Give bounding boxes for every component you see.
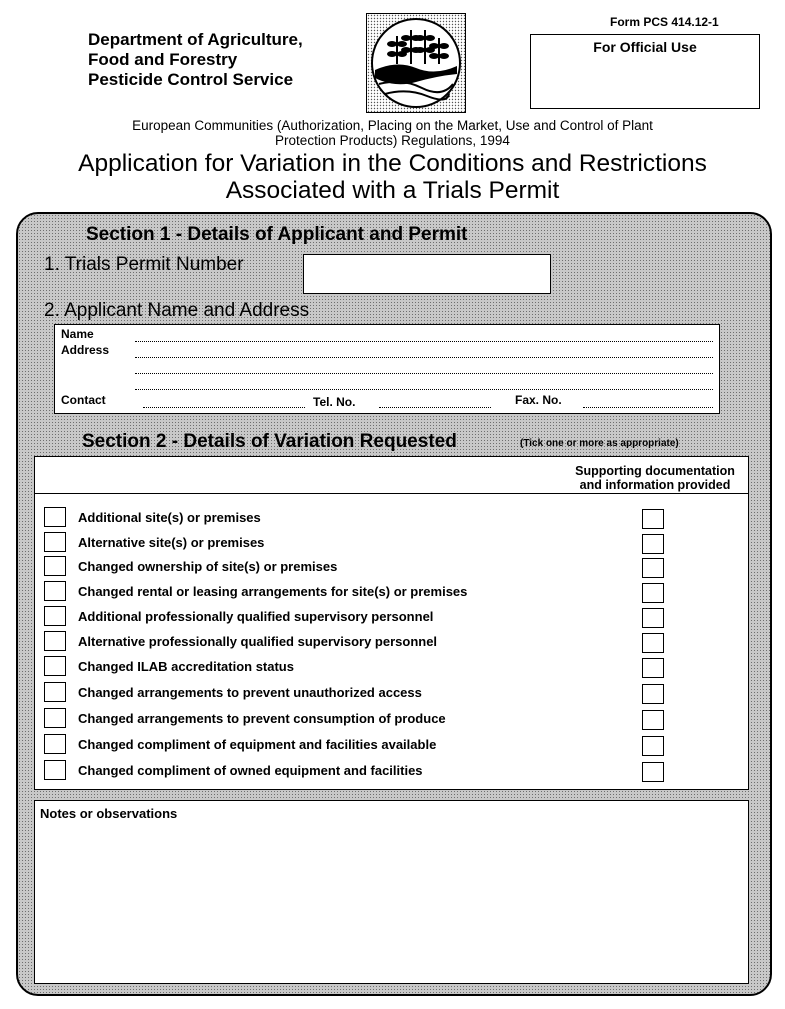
department-line-2: Food and Forestry (88, 50, 238, 69)
supporting-docs-line-2: and information provided (579, 478, 731, 492)
supporting-docs-checkbox[interactable] (642, 608, 664, 628)
supporting-docs-checkbox[interactable] (642, 658, 664, 678)
variation-label: Alternative site(s) or premises (78, 535, 265, 550)
contact-label: Contact (61, 393, 106, 407)
variation-checkbox[interactable] (44, 708, 66, 728)
variation-label: Changed arrangements to prevent consumption of produce (78, 711, 446, 726)
variation-row (44, 760, 694, 782)
notes-label: Notes or observations (40, 806, 178, 821)
list-header-divider (35, 493, 748, 494)
supporting-docs-checkbox[interactable] (642, 583, 664, 603)
regulations-line-1: European Communities (Authorization, Placing on the Market, Use and Control of Plant (132, 118, 653, 133)
supporting-docs-checkbox[interactable] (642, 534, 664, 554)
variation-checkbox[interactable] (44, 581, 66, 601)
address-label: Address (61, 343, 110, 357)
supporting-docs-checkbox[interactable] (642, 633, 664, 653)
variation-checkbox[interactable] (44, 532, 66, 552)
variation-row (44, 708, 694, 730)
variation-checkbox[interactable] (44, 682, 66, 702)
supporting-docs-header (556, 464, 754, 492)
variation-checkbox[interactable] (44, 606, 66, 626)
address-input-line-1[interactable] (135, 357, 713, 358)
trials-permit-number-input[interactable] (303, 254, 551, 294)
supporting-docs-checkbox[interactable] (642, 509, 664, 529)
department-logo-icon (366, 13, 466, 113)
variation-checkbox[interactable] (44, 734, 66, 754)
variation-row (44, 631, 694, 653)
variation-row (44, 734, 694, 756)
variation-label: Changed compliment of owned equipment and facilities (78, 763, 423, 778)
department-line-1: Department of Agriculture, (88, 30, 303, 49)
department-name (88, 30, 303, 90)
supporting-docs-checkbox[interactable] (642, 684, 664, 704)
notes-textarea[interactable] (34, 800, 749, 984)
fax-label: Fax. No. (515, 393, 562, 407)
address-input-line-3[interactable] (135, 389, 713, 390)
tel-label: Tel. No. (313, 395, 356, 409)
variation-row (44, 532, 694, 554)
variation-checkbox[interactable] (44, 656, 66, 676)
tel-input[interactable] (379, 407, 491, 408)
variation-row (44, 507, 694, 529)
variation-label: Additional site(s) or premises (78, 510, 261, 525)
official-use-box (530, 34, 760, 109)
variation-row (44, 581, 694, 603)
department-line-3: Pesticide Control Service (88, 70, 294, 89)
form-title (20, 150, 765, 204)
fax-input[interactable] (583, 407, 713, 408)
variation-label: Changed arrangements to prevent unauthorized access (78, 685, 422, 700)
variation-checkbox[interactable] (44, 631, 66, 651)
applicant-name-address-label: 2. Applicant Name and Address (44, 300, 310, 321)
section-2-heading: Section 2 - Details of Variation Requested (82, 431, 457, 452)
variation-label: Alternative professionally qualified supervisory personnel (78, 634, 438, 649)
contact-input[interactable] (143, 407, 305, 408)
regulations-line-2: Protection Products) Regulations, 1994 (275, 133, 510, 148)
variation-label: Changed rental or leasing arrangements for site(s) or premises (78, 584, 468, 599)
variation-row (44, 556, 694, 578)
title-line-2: Associated with a Trials Permit (225, 177, 560, 204)
supporting-docs-checkbox[interactable] (642, 710, 664, 730)
regulations-text (40, 118, 745, 148)
section-1-heading: Section 1 - Details of Applicant and Permit (86, 224, 468, 245)
title-line-1: Application for Variation in the Conditions and Restrictions (78, 150, 707, 177)
trials-permit-number-label: 1. Trials Permit Number (44, 254, 244, 275)
form-number: Form PCS 414.12-1 (610, 15, 719, 29)
address-input-line-2[interactable] (135, 373, 713, 374)
name-input[interactable] (135, 341, 713, 342)
supporting-docs-line-1: Supporting documentation (575, 464, 735, 478)
applicant-details-box (54, 324, 720, 414)
variation-checkbox[interactable] (44, 760, 66, 780)
variation-row (44, 656, 694, 678)
variation-label: Additional professionally qualified supervisory personnel (78, 609, 434, 624)
name-label: Name (61, 327, 94, 341)
variation-checkbox[interactable] (44, 507, 66, 527)
variation-row (44, 682, 694, 704)
official-use-label: For Official Use (593, 39, 697, 55)
supporting-docs-checkbox[interactable] (642, 762, 664, 782)
section-2-instruction: (Tick one or more as appropriate) (520, 438, 679, 449)
variation-label: Changed compliment of equipment and facilities available (78, 737, 437, 752)
variation-label: Changed ownership of site(s) or premises (78, 559, 338, 574)
supporting-docs-checkbox[interactable] (642, 736, 664, 756)
variation-checkbox[interactable] (44, 556, 66, 576)
variation-label: Changed ILAB accreditation status (78, 659, 294, 674)
supporting-docs-checkbox[interactable] (642, 558, 664, 578)
variation-row (44, 606, 694, 628)
